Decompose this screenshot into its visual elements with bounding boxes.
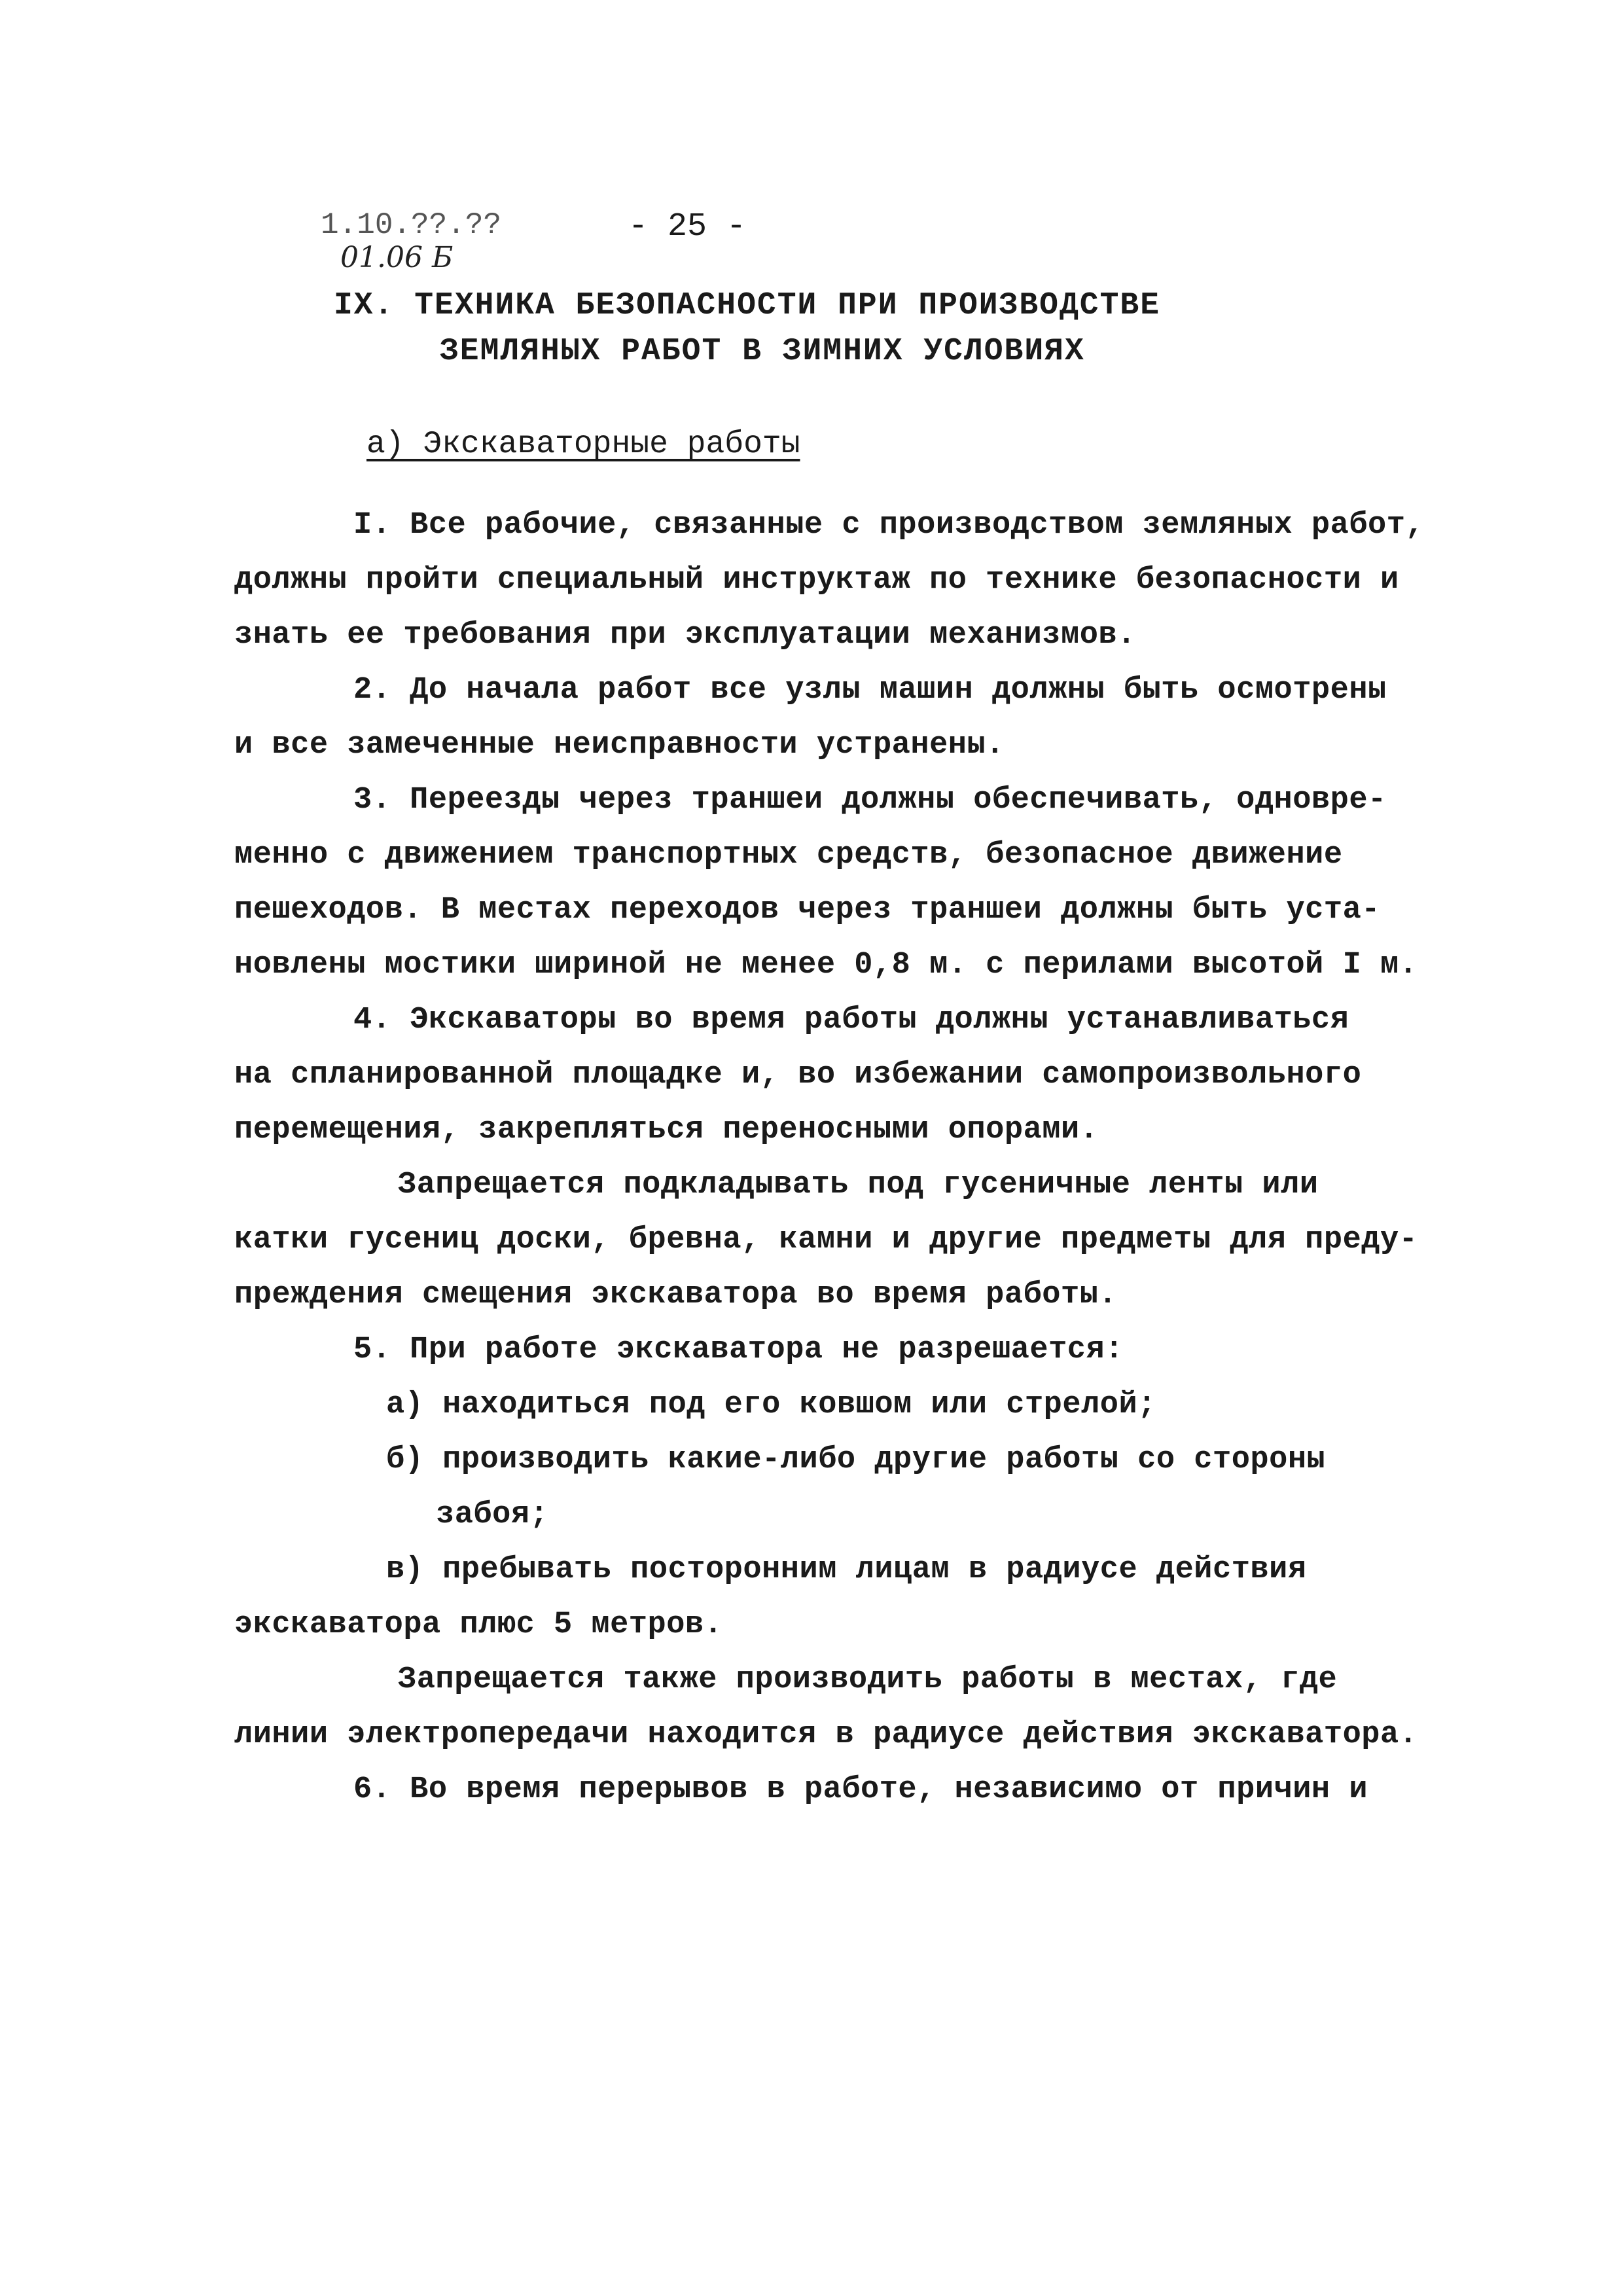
text-line: преждения смещения экскаватора во время работы.: [234, 1278, 1118, 1312]
text-line: а) находиться под его ковшом или стрелой;: [386, 1388, 1156, 1422]
page-number: - 25 -: [628, 208, 747, 245]
document-code: 1.10.??.??: [321, 208, 502, 242]
text-line: катки гусениц доски, бревна, камни и другие предметы для преду-: [234, 1223, 1418, 1257]
text-line: Запрещается также производить работы в местах, где: [398, 1662, 1338, 1697]
text-line: 4. Экскаваторы во время работы должны устанавливаться: [353, 1003, 1349, 1037]
text-line: 6. Во время перерывов в работе, независимо от причин и: [353, 1772, 1368, 1807]
text-line: на спланированной площадке и, во избежании самопроизвольного: [234, 1058, 1362, 1092]
subsection-title: а) Экскаваторные работы: [366, 427, 800, 462]
text-line: забоя;: [436, 1498, 549, 1532]
text-line: пешеходов. В местах переходов через траншеи должны быть уста-: [234, 893, 1380, 927]
text-line: линии электропередачи находится в радиусе действия экскаватора.: [234, 1717, 1418, 1752]
text-line: в) пребывать посторонним лицам в радиусе действия: [386, 1552, 1307, 1587]
text-line: 5. При работе экскаватора не разрешается:: [353, 1333, 1124, 1367]
text-line: перемещения, закрепляться переносными опорами.: [234, 1113, 1099, 1147]
text-line: экскаватора плюс 5 метров.: [234, 1607, 723, 1642]
section-heading-line-1: IX. ТЕХНИКА БЕЗОПАСНОСТИ ПРИ ПРОИЗВОДСТВЕ: [334, 288, 1160, 323]
text-line: новлены мостики шириной не менее 0,8 м. с перилами высотой I м.: [234, 948, 1418, 982]
text-line: б) производить какие-либо другие работы со стороны: [386, 1443, 1326, 1477]
text-line: должны пройти специальный инструктаж по технике безопасности и: [234, 563, 1399, 598]
section-heading-line-2: ЗЕМЛЯНЫХ РАБОТ В ЗИМНИХ УСЛОВИЯХ: [440, 334, 1085, 369]
text-line: знать ее требования при эксплуатации механизмов.: [234, 618, 1136, 653]
text-line: менно с движением транспортных средств, безопасное движение: [234, 838, 1343, 872]
text-line: 3. Переезды через траншеи должны обеспечивать, одновре-: [353, 783, 1387, 817]
text-line: и все замеченные неисправности устранены.: [234, 728, 1005, 762]
text-line: I. Все рабочие, связанные с производством земляных работ,: [353, 508, 1425, 543]
handwritten-note: 01.06 Б: [340, 241, 454, 274]
text-line: 2. До начала работ все узлы машин должны быть осмотрены: [353, 673, 1387, 708]
text-line: Запрещается подкладывать под гусеничные ленты или: [398, 1168, 1319, 1202]
